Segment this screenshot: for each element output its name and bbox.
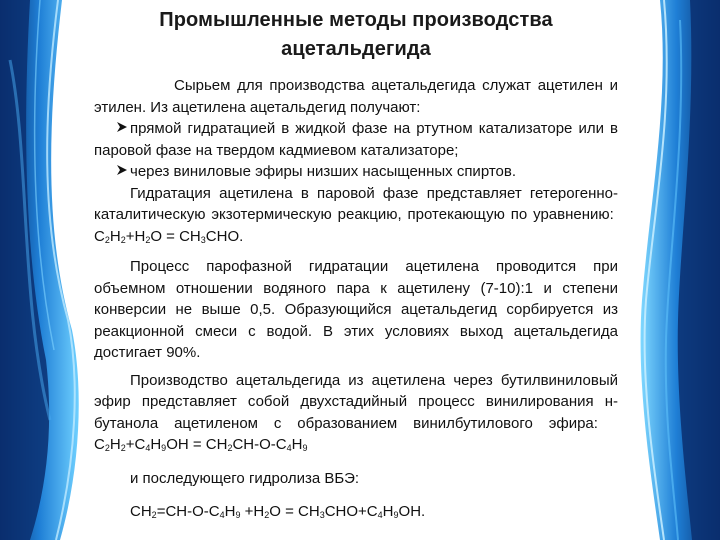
list-item: через виниловые эфиры низших насыщенных спиртов. xyxy=(94,161,618,183)
hydrolysis-intro: и последующего гидролиза ВБЭ: xyxy=(130,469,360,487)
slide-content xyxy=(94,0,618,540)
slide-body xyxy=(94,75,618,523)
list-item: прямой гидратацией в жидкой фазе на ртутном катализаторе или в паровой фазе на твердом кадмиевом катализаторе; xyxy=(94,120,618,159)
equation-hydrolysis: $CH_2=CH-O-C_4H_9 +H_2O = CH_3CHO+C_4H_9OH$. xyxy=(130,503,426,520)
butyl-ether-paragraph: Производство ацетальдегида из ацетилена через бутилвиниловый эфир представляет собой двухстадийный процесс винилирования н-бутанола ацетиленом с образованием винилбутилового эфира: $C_2H_2+C_4H_9OH = CH_2CH-O-C_4H_9$ xyxy=(94,371,618,453)
hydration-paragraph: Гидратация ацетилена в паровой фазе представляет гетерогенно-каталитическую экзотермическую реакцию, протекающую по уравнению: $C_2H_2+H_2O = CH_3CHO$. xyxy=(94,184,618,245)
left-swoosh-decoration xyxy=(0,0,90,540)
equation-vinylation: $C_2H_2+C_4H_9OH = CH_2CH-O-C_4H_9$ xyxy=(94,436,308,453)
right-swoosh-decoration xyxy=(620,0,720,540)
vapor-process-paragraph: Процесс парофазной гидратации ацетилена проводится при объемном отношении водяного пара к ацетилену (7-10):1 и степени конверсии не выше 0,5. Образующийся ацетальдегид сорбируется из реакционной смеси с водой. В этих условиях выход ацетальдегида достигает 90%. xyxy=(94,258,618,361)
intro-paragraph: Сырьем для производства ацетальдегида служат ацетилен и этилен. Из ацетилена ацетальдегид получают: xyxy=(94,77,618,116)
equation-acetylene-hydration: $C_2H_2+H_2O = CH_3CHO$. xyxy=(94,227,244,245)
page-title: Промышленные методы производства ацетальдегида xyxy=(159,9,553,60)
